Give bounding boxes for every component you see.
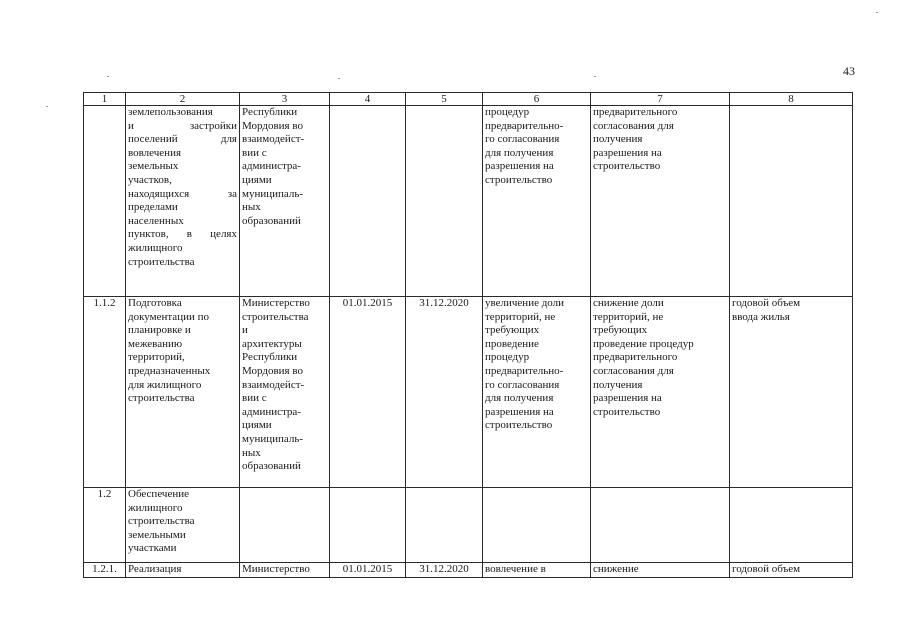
cell-line: ных — [242, 201, 261, 214]
cell-line: предварительно- — [485, 119, 564, 132]
measure-name-cell — [126, 297, 240, 488]
cell-line: пунктов, в целях — [128, 228, 237, 241]
cell-line: Республики — [242, 351, 298, 364]
header-cell: 2 — [126, 93, 240, 106]
header-cell: 4 — [330, 93, 406, 106]
end-date-cell: 31.12.2020 — [406, 563, 483, 578]
executor-cell — [240, 563, 330, 578]
page-number: 43 — [843, 64, 855, 78]
cell-line: процедур — [485, 106, 530, 118]
cell-line: го согласования — [485, 133, 560, 146]
cell-line: предварительного — [593, 351, 678, 364]
cell-line: взаимодейст- — [242, 133, 305, 146]
cell-line: разрешения на — [485, 405, 554, 418]
cell-line: участками — [128, 542, 177, 555]
cell-line: получения — [593, 378, 643, 391]
item-number-cell: 1.2 — [84, 488, 126, 563]
start-date-cell — [330, 106, 406, 297]
cell-line: вии с — [242, 146, 267, 159]
end-date-cell — [406, 488, 483, 563]
indicator-cell — [730, 488, 853, 563]
item-number-cell — [84, 106, 126, 297]
cell-line: ввода жилья — [732, 310, 790, 323]
cell-line: документации по — [128, 310, 209, 323]
cell-line: годовой объем — [732, 297, 801, 309]
cell-line: предварительно- — [485, 364, 564, 377]
cell-line: территорий, не — [485, 310, 556, 323]
cell-line: администра- — [242, 160, 301, 173]
cell-line: годовой объем — [732, 563, 801, 575]
scan-speck — [107, 76, 109, 77]
cell-line: строительство — [593, 160, 661, 173]
consequences-cell — [591, 106, 730, 297]
cell-line: Республики — [242, 106, 298, 118]
item-number-cell: 1.1.2 — [84, 297, 126, 488]
cell-line: го согласования — [485, 378, 560, 391]
start-date-cell: 01.01.2015 — [330, 297, 406, 488]
cell-line: проведение процедур — [593, 337, 694, 350]
cell-line: межеванию — [128, 337, 183, 350]
cell-line: муниципаль- — [242, 187, 304, 200]
header-cell: 1 — [84, 93, 126, 106]
consequences-cell — [591, 563, 730, 578]
cell-line: Министерство — [242, 563, 310, 575]
table-row — [84, 106, 853, 297]
cell-line: территорий, — [128, 351, 185, 364]
cell-line: строительства — [242, 310, 309, 323]
cell-line: и застройки — [128, 119, 237, 132]
cell-line: процедур — [485, 351, 530, 364]
indicator-cell — [730, 106, 853, 297]
cell-line: снижение — [593, 563, 639, 575]
cell-line: циями — [242, 419, 272, 432]
cell-line: населенных — [128, 214, 184, 227]
measures-table — [83, 92, 853, 578]
cell-line: увеличение доли — [485, 297, 565, 309]
item-number-cell: 1.2.1. — [84, 563, 126, 578]
cell-line: для получения — [485, 146, 554, 159]
cell-line: требующих — [485, 324, 540, 337]
table-row — [84, 297, 853, 488]
cell-line: согласования для — [593, 119, 674, 132]
start-date-cell — [330, 488, 406, 563]
cell-line: земельными — [128, 528, 186, 541]
measure-name-cell — [126, 488, 240, 563]
cell-line: для жилищного — [128, 378, 202, 391]
cell-line: Реализация — [128, 563, 182, 575]
cell-line: строительство — [485, 419, 553, 432]
cell-line: участков, — [128, 173, 172, 186]
end-date-cell — [406, 106, 483, 297]
cell-line: находящихся за — [128, 187, 237, 200]
cell-line: Министерство — [242, 297, 310, 309]
cell-line: для получения — [485, 392, 554, 405]
cell-line: вовлечение в — [485, 563, 546, 575]
measure-name-cell — [126, 563, 240, 578]
cell-line: разрешения на — [593, 146, 662, 159]
indicator-cell — [730, 563, 853, 578]
cell-line: земельных — [128, 160, 179, 173]
end-date-cell: 31.12.2020 — [406, 297, 483, 488]
expected-result-cell — [483, 488, 591, 563]
cell-line: жилищного — [128, 501, 183, 514]
header-cell: 3 — [240, 93, 330, 106]
cell-line: строительство — [593, 405, 661, 418]
scan-speck — [594, 76, 596, 77]
cell-line: Мордовия во — [242, 119, 303, 132]
column-number-header-row — [84, 93, 853, 106]
cell-line: ных — [242, 446, 261, 459]
scan-speck — [876, 12, 878, 13]
cell-line: предварительного — [593, 106, 678, 118]
consequences-cell — [591, 488, 730, 563]
header-cell: 8 — [730, 93, 853, 106]
cell-line: землепользования — [128, 106, 213, 118]
table-row — [84, 488, 853, 563]
start-date-cell: 01.01.2015 — [330, 563, 406, 578]
header-cell: 7 — [591, 93, 730, 106]
cell-line: жилищного — [128, 241, 183, 254]
expected-result-cell — [483, 297, 591, 488]
cell-line: строительства — [128, 392, 195, 405]
scan-speck — [46, 106, 48, 107]
cell-line: разрешения на — [485, 160, 554, 173]
cell-line: образований — [242, 460, 301, 473]
cell-line: циями — [242, 173, 272, 186]
cell-line: муниципаль- — [242, 432, 304, 445]
cell-line: снижение доли — [593, 297, 664, 309]
scan-speck — [338, 78, 340, 79]
cell-line: территорий, не — [593, 310, 664, 323]
cell-line: взаимодейст- — [242, 378, 305, 391]
cell-line: вовлечения — [128, 146, 182, 159]
cell-line: получения — [593, 133, 643, 146]
cell-line: строительства — [128, 255, 195, 268]
table-row — [84, 563, 853, 578]
cell-line: строительства — [128, 515, 195, 528]
cell-line: предназначенных — [128, 364, 211, 377]
header-cell: 6 — [483, 93, 591, 106]
expected-result-cell — [483, 106, 591, 297]
cell-line: требующих — [593, 324, 648, 337]
measure-name-cell — [126, 106, 240, 297]
cell-line: проведение — [485, 337, 539, 350]
cell-line: Подготовка — [128, 297, 182, 309]
indicator-cell — [730, 297, 853, 488]
cell-line: Обеспечение — [128, 488, 189, 500]
cell-line: образований — [242, 214, 301, 227]
executor-cell — [240, 488, 330, 563]
expected-result-cell — [483, 563, 591, 578]
cell-line: разрешения на — [593, 392, 662, 405]
header-cell: 5 — [406, 93, 483, 106]
cell-line: вии с — [242, 392, 267, 405]
executor-cell — [240, 297, 330, 488]
cell-line: строительство — [485, 173, 553, 186]
cell-line: пределами — [128, 201, 178, 214]
executor-cell — [240, 106, 330, 297]
cell-line: согласования для — [593, 364, 674, 377]
cell-line: планировке и — [128, 324, 191, 337]
cell-line: администра- — [242, 405, 301, 418]
cell-line: Мордовия во — [242, 364, 303, 377]
cell-line: и — [242, 324, 248, 337]
cell-line: поселений для — [128, 133, 237, 146]
consequences-cell — [591, 297, 730, 488]
cell-line: архитектуры — [242, 337, 302, 350]
